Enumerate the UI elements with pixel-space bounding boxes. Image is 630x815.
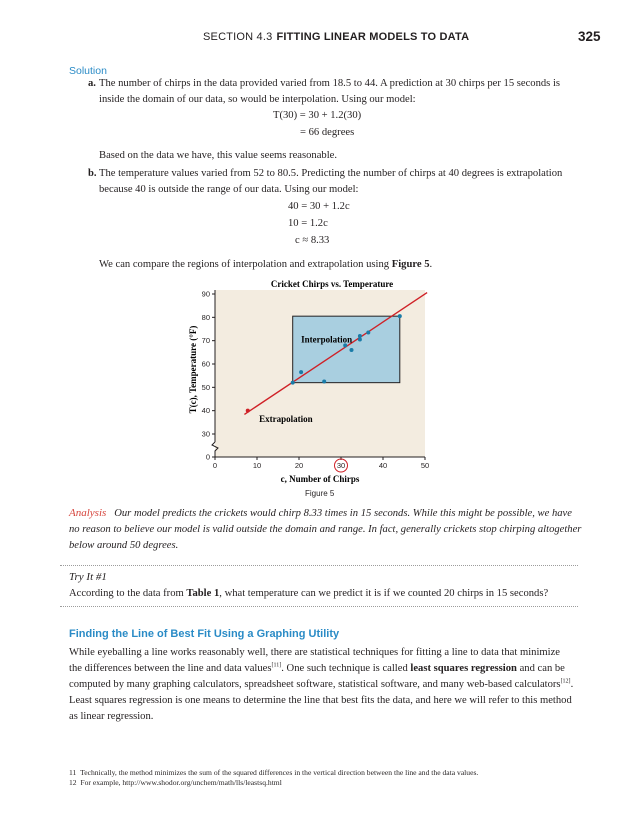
page-number: 325 xyxy=(578,29,601,44)
figure-caption: Figure 5 xyxy=(305,489,335,498)
section-line-3: computed by many graphing calculators, spreadsheet software, statistical software, and many web-based calculators[12]. xyxy=(69,678,574,690)
part-b-line-1: The temperature values varied from 52 to 80.5. Predicting the number of chirps at 40 degrees is extrapolation xyxy=(99,168,563,179)
equation-b-2: 10 = 1.2c xyxy=(288,218,328,229)
y-tick-label: 60 xyxy=(201,359,210,369)
least-squares-term: least squares regression xyxy=(410,663,517,674)
y-tick-label: 40 xyxy=(201,406,210,416)
footnote-ref-12[interactable]: [12] xyxy=(560,678,571,685)
analysis-line-2: no reason to believe our model is valid outside the domain and range. In fact, generally crickets stop chirping altogether xyxy=(69,524,582,535)
interpolation-region xyxy=(293,316,400,383)
try-it-divider-top xyxy=(60,565,578,566)
analysis-line-1: Analysis Our model predicts the crickets would chirp 8.33 times in 15 seconds. While this might be possible, we have xyxy=(69,507,572,519)
data-point xyxy=(358,334,362,338)
x-tick-label: 30 xyxy=(336,461,346,470)
analysis-label: Analysis xyxy=(69,507,107,519)
footnotes xyxy=(69,768,609,788)
x-axis-label: c, Number of Chirps xyxy=(280,474,360,484)
y-tick-label: 70 xyxy=(201,336,210,346)
x-tick-label: 40 xyxy=(378,461,388,470)
part-a-conclusion: Based on the data we have, this value seems reasonable. xyxy=(99,150,337,161)
table-1-ref: Table 1 xyxy=(186,588,220,599)
y-tick-label: 50 xyxy=(201,382,210,392)
try-it-divider-bottom xyxy=(60,606,578,607)
analysis-line-3: below around 50 degrees. xyxy=(69,540,179,551)
chart-title: Cricket Chirps vs. Temperature xyxy=(270,279,394,289)
analysis-paragraph xyxy=(69,505,589,554)
part-a-label: a. xyxy=(88,78,96,89)
data-point xyxy=(322,380,326,384)
data-point xyxy=(366,331,370,335)
equation-b-3: c ≈ 8.33 xyxy=(295,235,330,246)
footnote-ref-11[interactable]: [11] xyxy=(271,662,282,669)
data-point xyxy=(291,381,295,385)
footnote-12: 12 For example, http://www.shodor.org/unchem/math/lls/leastsq.html xyxy=(69,778,282,787)
data-point xyxy=(398,314,402,318)
y-tick-label: 80 xyxy=(201,312,210,322)
try-it-question: According to the data from Table 1, what temperature can we predict it is if we counted 20 chirps in 15 seconds? xyxy=(69,588,549,599)
part-b-text xyxy=(99,166,579,198)
footnote-11: 11 Technically, the method minimizes the sum of the squared differences in the vertical direction between the line and the data values. xyxy=(69,768,479,777)
section-heading: Finding the Line of Best Fit Using a Graphing Utility xyxy=(69,628,340,640)
section-label: SECTION 4.3 xyxy=(203,31,273,43)
section-title: FITTING LINEAR MODELS TO DATA xyxy=(276,31,470,43)
x-tick-label: 10 xyxy=(252,461,262,470)
y-tick-label: 30 xyxy=(201,429,210,439)
equation-a-1: T(30) = 30 + 1.2(30) xyxy=(273,110,362,121)
equation-a-2: = 66 degrees xyxy=(300,127,355,138)
section-line-4: Least squares regression is one means to determine the line that best fits the data, and here we will refer to this method xyxy=(69,695,572,706)
y-axis-label: T(c), Temperature (°F) xyxy=(188,325,198,414)
figure-5-ref: Figure 5 xyxy=(391,259,430,270)
section-line-5: as linear regression. xyxy=(69,711,154,722)
data-point xyxy=(246,409,250,413)
y-tick-label: 90 xyxy=(201,289,210,299)
section-paragraph xyxy=(69,645,589,725)
equation-b-1: 40 = 30 + 1.2c xyxy=(288,201,350,212)
y-tick-label: 0 xyxy=(205,452,210,462)
data-point xyxy=(299,370,303,374)
solution-heading: Solution xyxy=(69,65,107,77)
part-b-label: b. xyxy=(88,168,97,179)
x-tick-label: 0 xyxy=(212,461,218,470)
section-line-1: While eyeballing a line works reasonably well, there are statistical techniques for fitting a line to data that minimize xyxy=(69,647,560,658)
x-tick-label: 50 xyxy=(420,461,430,470)
part-a-line-2: inside the domain of our data, so would be interpolation. Using our model: xyxy=(99,94,416,105)
x-tick-label: 20 xyxy=(294,461,304,470)
part-a-line-1: The number of chirps in the data provided varied from 18.5 to 44. A prediction at 30 chirps per 15 seconds is xyxy=(99,78,561,89)
data-point xyxy=(350,348,354,352)
try-it-title: Try It #1 xyxy=(69,571,107,583)
chart-figure-5 xyxy=(185,276,455,496)
extrapolation-label: Extrapolation xyxy=(259,413,313,424)
data-point xyxy=(358,338,362,342)
interpolation-label: Interpolation xyxy=(301,334,353,345)
part-b-line-2: because 40 is outside the range of our data. Using our model: xyxy=(99,184,359,195)
part-a-text xyxy=(99,76,579,108)
section-line-2: the differences between the line and data values[11]. One such technique is called least squares regression and can be xyxy=(69,662,565,674)
compare-sentence: We can compare the regions of interpolation and extrapolation using Figure 5. xyxy=(99,259,433,270)
running-header xyxy=(203,31,469,43)
